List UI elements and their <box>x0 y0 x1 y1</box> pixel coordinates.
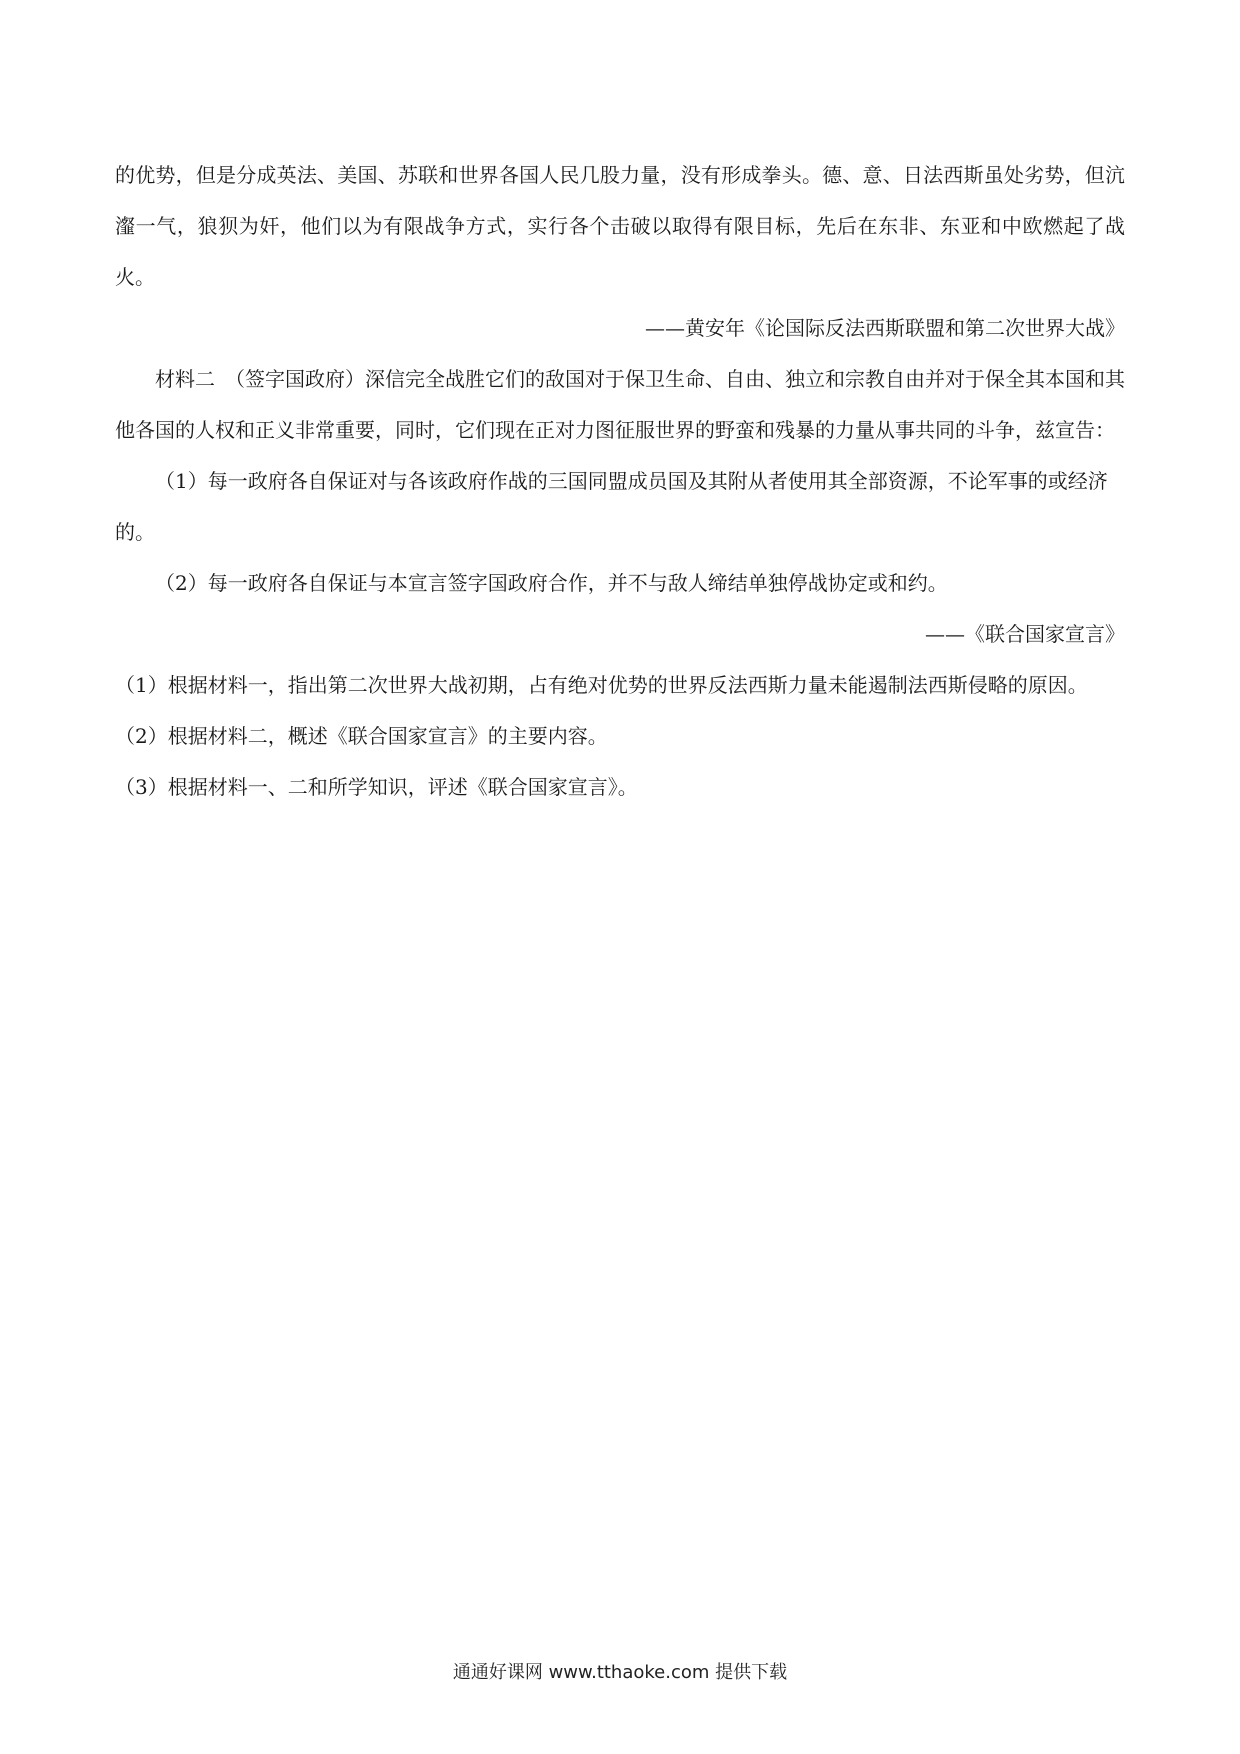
question-3: （3）根据材料一、二和所学知识，评述《联合国家宣言》。 <box>115 775 638 799</box>
document-body <box>115 150 1125 813</box>
question-2: （2）根据材料二，概述《联合国家宣言》的主要内容。 <box>115 724 608 748</box>
material-two-clause-2: （2）每一政府各自保证与本宣言签字国政府合作，并不与敌人缔结单独停战协定或和约。 <box>155 571 948 595</box>
question-1: （1）根据材料一，指出第二次世界大战初期，占有绝对优势的世界反法西斯力量未能遏制法西斯侵略的原因。 <box>115 673 1088 697</box>
material-one-source: ——黄安年《论国际反法西斯联盟和第二次世界大战》 <box>645 316 1125 340</box>
material-two-clause-1: （1）每一政府各自保证对与各该政府作战的三国同盟成员国及其附从者使用其全部资源，不论军事的或经济的。 <box>115 469 1108 544</box>
page-footer: 通通好课网 www.tthaoke.com 提供下载 <box>452 1662 788 1683</box>
material-one-text: 的优势，但是分成英法、美国、苏联和世界各国人民几股力量，没有形成拳头。德、意、日法西斯虽处劣势，但沆瀣一气，狼狈为奸，他们以为有限战争方式，实行各个击破以取得有限目标，先后在东非、东亚和中欧燃起了战火。 <box>115 163 1125 289</box>
material-two-intro: 材料二 （签字国政府）深信完全战胜它们的敌国对于保卫生命、自由、独立和宗教自由并对于保全其本国和其他各国的人权和正义非常重要，同时，它们现在正对力图征服世界的野蛮和残暴的力量从事共同的斗争，兹宣告： <box>115 367 1125 442</box>
material-two-source: ——《联合国家宣言》 <box>925 622 1125 646</box>
